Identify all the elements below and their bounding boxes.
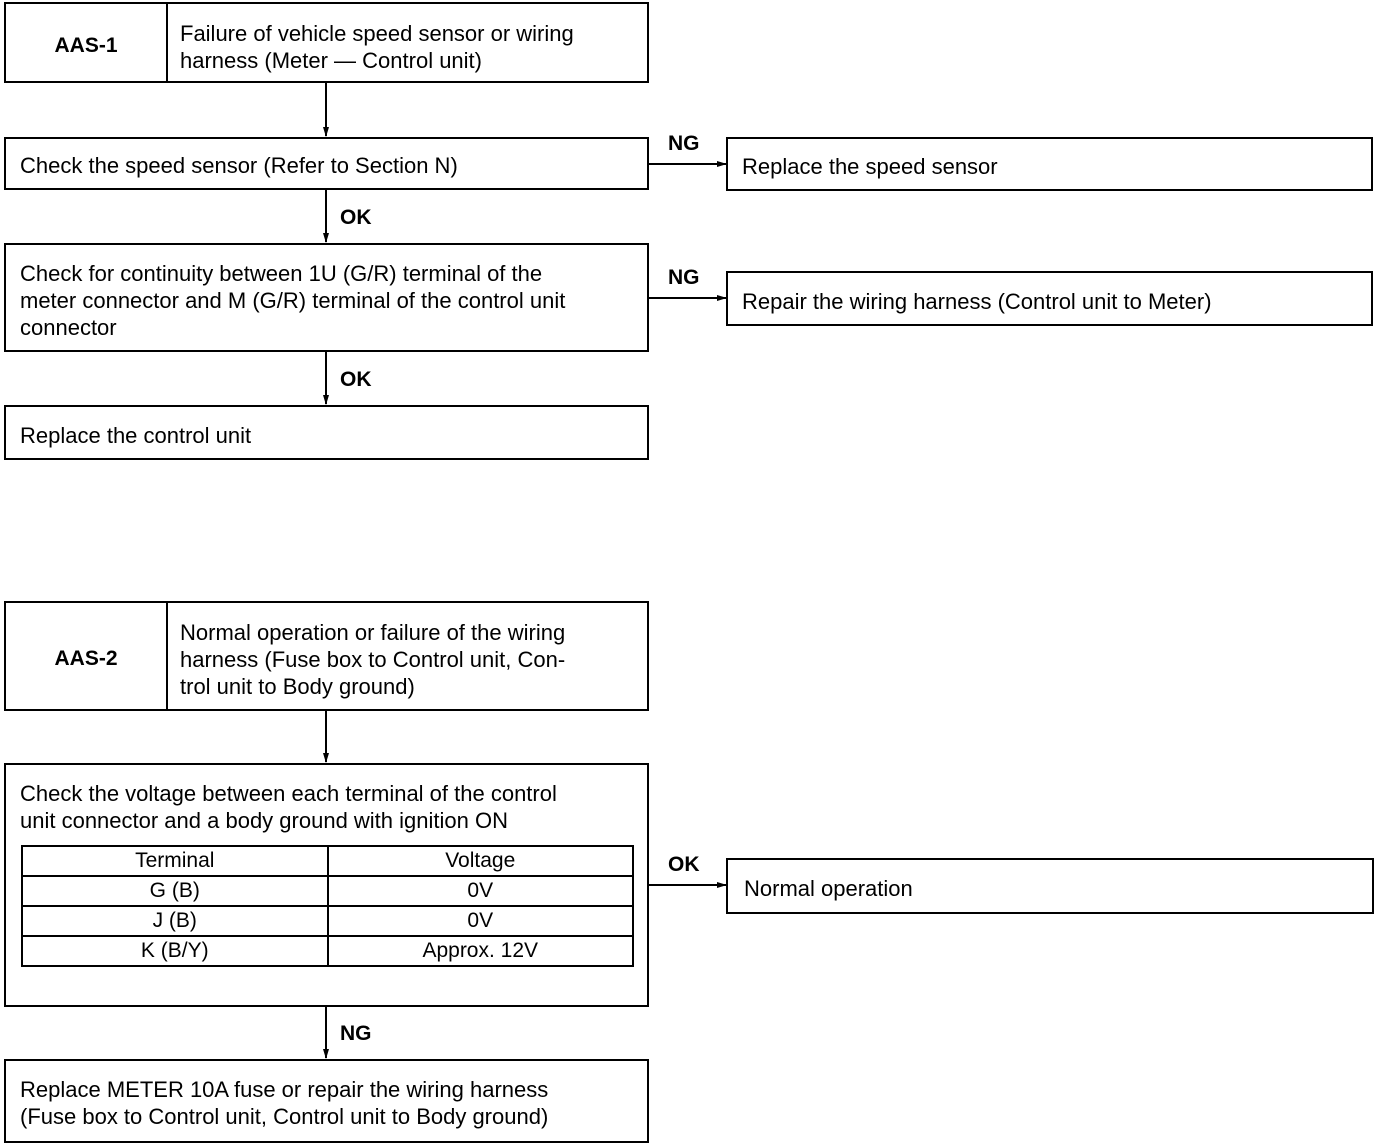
aas2-ok-label: OK (668, 853, 700, 876)
voltage-table-header (22, 846, 633, 876)
voltage-table-header-voltage: Voltage (328, 846, 634, 876)
aas1-step2-ng-box (726, 271, 1373, 326)
aas1-step2-box (4, 243, 649, 352)
aas2-check-text: Check the voltage between each terminal of the control unit connector and a body ground with ignition ON (20, 781, 557, 833)
aas1-step1-ng-box (726, 137, 1373, 191)
aas1-step1-ok-label: OK (340, 206, 372, 229)
aas1-step2-ng-text: Repair the wiring harness (Control unit to Meter) (742, 289, 1212, 314)
table-cell-terminal: K (B/Y) (22, 936, 328, 966)
table-cell-voltage: 0V (328, 906, 634, 936)
table-row (22, 936, 633, 966)
table-row (22, 876, 633, 906)
aas1-step2-text: Check for continuity between 1U (G/R) terminal of the meter connector and M (G/R) terminal of the control unit connector (20, 261, 566, 340)
aas1-code: AAS-1 (54, 34, 118, 57)
aas1-step1-ng-text: Replace the speed sensor (742, 154, 998, 179)
aas1-step2-ng-label: NG (668, 266, 700, 289)
aas1-step2-ok-label: OK (340, 368, 372, 391)
table-cell-voltage: Approx. 12V (328, 936, 634, 966)
voltage-table (21, 845, 634, 967)
aas1-step1-text: Check the speed sensor (Refer to Section N) (20, 153, 458, 178)
aas1-step1-ng-label: NG (668, 132, 700, 155)
table-row (22, 906, 633, 936)
aas1-step1-box (4, 137, 649, 190)
table-cell-terminal: J (B) (22, 906, 328, 936)
aas2-ng-text: Replace METER 10A fuse or repair the wiring harness (Fuse box to Control unit, Control unit to Body ground) (20, 1077, 549, 1129)
aas2-ng-label: NG (340, 1022, 372, 1045)
aas1-header-box (4, 2, 649, 83)
aas2-code: AAS-2 (54, 647, 118, 670)
aas1-title: Failure of vehicle speed sensor or wiring harness (Meter — Control unit) (180, 21, 574, 73)
aas2-ng-box (4, 1059, 649, 1143)
aas2-header-box (4, 601, 649, 711)
aas1-final-text: Replace the control unit (20, 423, 252, 448)
aas2-check-box (4, 763, 649, 1007)
aas2-title: Normal operation or failure of the wiring harness (Fuse box to Control unit, Con- trol unit to Body ground) (180, 620, 566, 699)
aas2-ok-text: Normal operation (744, 876, 913, 901)
table-cell-terminal: G (B) (22, 876, 328, 906)
table-cell-voltage: 0V (328, 876, 634, 906)
voltage-table-header-terminal: Terminal (22, 846, 328, 876)
aas2-ok-box (726, 858, 1374, 914)
aas1-final-box (4, 405, 649, 460)
